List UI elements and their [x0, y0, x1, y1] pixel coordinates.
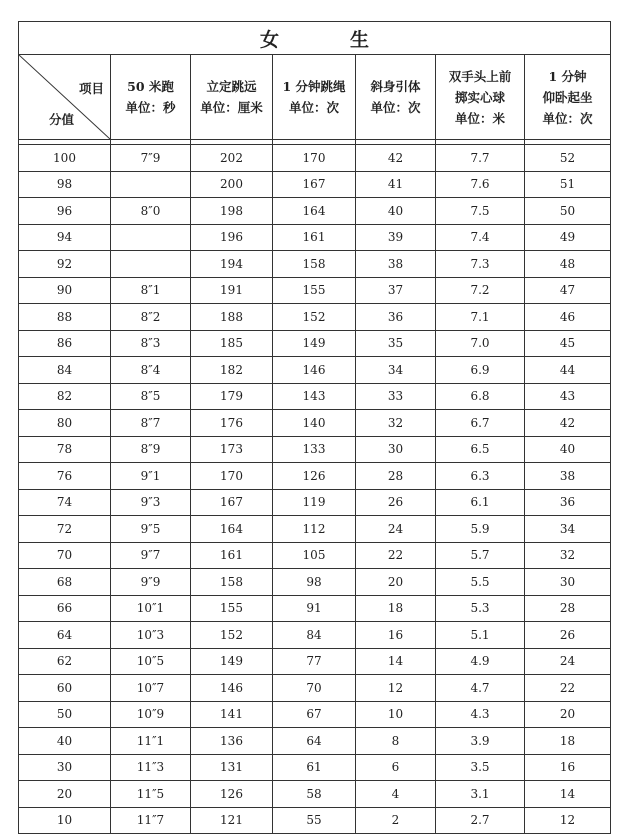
sit-ups-cell: 16 [525, 754, 611, 781]
run-50m-cell: 11″1 [111, 728, 191, 755]
score-cell: 60 [19, 675, 111, 702]
rope-skipping-cell: 55 [273, 807, 356, 834]
header-medicine-ball-throw [436, 55, 525, 140]
corner-label-item: 项目 [78, 81, 104, 96]
ball-throw-cell: 7.7 [436, 145, 525, 172]
table-row [19, 569, 611, 596]
header-unit: 单位：次 [370, 100, 421, 115]
score-cell: 98 [19, 171, 111, 198]
run-50m-cell: 8″3 [111, 330, 191, 357]
pull-up-cell: 34 [356, 357, 436, 384]
header-unit: 单位：次 [542, 110, 593, 126]
pull-up-cell: 33 [356, 383, 436, 410]
run-50m-cell: 9″3 [111, 489, 191, 516]
score-cell: 92 [19, 251, 111, 278]
long-jump-cell: 200 [191, 171, 273, 198]
ball-throw-cell: 5.9 [436, 516, 525, 543]
long-jump-cell: 176 [191, 410, 273, 437]
table-row [19, 754, 611, 781]
ball-throw-cell: 6.8 [436, 383, 525, 410]
run-50m-cell: 9″9 [111, 569, 191, 596]
run-50m-cell: 9″1 [111, 463, 191, 490]
table-row [19, 383, 611, 410]
sit-ups-cell: 24 [525, 648, 611, 675]
rope-skipping-cell: 164 [273, 198, 356, 225]
long-jump-cell: 155 [191, 595, 273, 622]
long-jump-cell: 194 [191, 251, 273, 278]
table-row [19, 145, 611, 172]
score-cell: 66 [19, 595, 111, 622]
score-cell: 78 [19, 436, 111, 463]
run-50m-cell: 10″3 [111, 622, 191, 649]
long-jump-cell: 170 [191, 463, 273, 490]
ball-throw-cell: 6.1 [436, 489, 525, 516]
pull-up-cell: 6 [356, 754, 436, 781]
ball-throw-cell: 7.5 [436, 198, 525, 225]
pull-up-cell: 32 [356, 410, 436, 437]
long-jump-cell: 149 [191, 648, 273, 675]
pull-up-cell: 24 [356, 516, 436, 543]
long-jump-cell: 202 [191, 145, 273, 172]
pull-up-cell: 14 [356, 648, 436, 675]
table-row [19, 463, 611, 490]
sit-ups-cell: 51 [525, 171, 611, 198]
pull-up-cell: 12 [356, 675, 436, 702]
long-jump-cell: 191 [191, 277, 273, 304]
pull-up-cell: 2 [356, 807, 436, 834]
ball-throw-cell: 5.7 [436, 542, 525, 569]
corner-label-score: 分值 [49, 112, 75, 127]
sit-ups-cell: 40 [525, 436, 611, 463]
pull-up-cell: 37 [356, 277, 436, 304]
long-jump-cell: 167 [191, 489, 273, 516]
run-50m-cell: 8″0 [111, 198, 191, 225]
ball-throw-cell: 2.7 [436, 807, 525, 834]
rope-skipping-cell: 170 [273, 145, 356, 172]
pull-up-cell: 18 [356, 595, 436, 622]
header-inclined-pull-up [356, 55, 436, 140]
table-row [19, 542, 611, 569]
sit-ups-cell: 34 [525, 516, 611, 543]
long-jump-cell: 188 [191, 304, 273, 331]
run-50m-cell: 8″1 [111, 277, 191, 304]
ball-throw-cell: 5.3 [436, 595, 525, 622]
run-50m-cell: 11″7 [111, 807, 191, 834]
rope-skipping-cell: 58 [273, 781, 356, 808]
ball-throw-cell: 7.2 [436, 277, 525, 304]
table-row [19, 171, 611, 198]
sit-ups-cell: 22 [525, 675, 611, 702]
header-rope-skipping [273, 55, 356, 140]
sit-ups-cell: 52 [525, 145, 611, 172]
pull-up-cell: 39 [356, 224, 436, 251]
rope-skipping-cell: 133 [273, 436, 356, 463]
pull-up-cell: 22 [356, 542, 436, 569]
pull-up-cell: 41 [356, 171, 436, 198]
long-jump-cell: 146 [191, 675, 273, 702]
long-jump-cell: 164 [191, 516, 273, 543]
ball-throw-cell: 3.1 [436, 781, 525, 808]
ball-throw-cell: 7.3 [436, 251, 525, 278]
table-row [19, 648, 611, 675]
scoring-table [18, 21, 611, 834]
score-cell: 74 [19, 489, 111, 516]
table-row [19, 410, 611, 437]
rope-skipping-cell: 70 [273, 675, 356, 702]
sit-ups-cell: 20 [525, 701, 611, 728]
score-cell: 64 [19, 622, 111, 649]
sit-ups-cell: 30 [525, 569, 611, 596]
run-50m-cell: 10″5 [111, 648, 191, 675]
run-50m-cell: 8″4 [111, 357, 191, 384]
run-50m-cell: 8″9 [111, 436, 191, 463]
rope-skipping-cell: 140 [273, 410, 356, 437]
title-row [19, 22, 611, 55]
score-cell: 90 [19, 277, 111, 304]
long-jump-cell: 161 [191, 542, 273, 569]
sit-ups-cell: 47 [525, 277, 611, 304]
table-row [19, 330, 611, 357]
pull-up-cell: 4 [356, 781, 436, 808]
score-cell: 62 [19, 648, 111, 675]
rope-skipping-cell: 84 [273, 622, 356, 649]
pull-up-cell: 30 [356, 436, 436, 463]
header-label: 50 米跑 [127, 79, 174, 94]
table-row [19, 224, 611, 251]
sit-ups-cell: 36 [525, 489, 611, 516]
sit-ups-cell: 18 [525, 728, 611, 755]
sit-ups-cell: 42 [525, 410, 611, 437]
score-cell: 94 [19, 224, 111, 251]
score-cell: 100 [19, 145, 111, 172]
rope-skipping-cell: 149 [273, 330, 356, 357]
sit-ups-cell: 46 [525, 304, 611, 331]
run-50m-cell: 9″7 [111, 542, 191, 569]
long-jump-cell: 131 [191, 754, 273, 781]
table-row [19, 728, 611, 755]
rope-skipping-cell: 98 [273, 569, 356, 596]
header-row [19, 55, 611, 140]
run-50m-cell: 8″5 [111, 383, 191, 410]
table-row [19, 807, 611, 834]
score-cell: 40 [19, 728, 111, 755]
table-row [19, 622, 611, 649]
run-50m-cell: 10″9 [111, 701, 191, 728]
pull-up-cell: 38 [356, 251, 436, 278]
header-unit: 单位：次 [288, 100, 339, 115]
rope-skipping-cell: 167 [273, 171, 356, 198]
ball-throw-cell: 5.1 [436, 622, 525, 649]
pull-up-cell: 40 [356, 198, 436, 225]
rope-skipping-cell: 105 [273, 542, 356, 569]
run-50m-cell [111, 224, 191, 251]
header-50m-run [111, 55, 191, 140]
sit-ups-cell: 38 [525, 463, 611, 490]
pull-up-cell: 10 [356, 701, 436, 728]
long-jump-cell: 158 [191, 569, 273, 596]
rope-skipping-cell: 143 [273, 383, 356, 410]
header-standing-long-jump [191, 55, 273, 140]
ball-throw-cell: 3.5 [436, 754, 525, 781]
table-row [19, 701, 611, 728]
score-cell: 50 [19, 701, 111, 728]
ball-throw-cell: 7.6 [436, 171, 525, 198]
header-unit: 单位：厘米 [200, 100, 263, 115]
rope-skipping-cell: 64 [273, 728, 356, 755]
table-row [19, 198, 611, 225]
long-jump-cell: 196 [191, 224, 273, 251]
score-sheet [18, 21, 610, 834]
header-label: 仰卧起坐 [542, 89, 593, 105]
run-50m-cell: 9″5 [111, 516, 191, 543]
long-jump-cell: 152 [191, 622, 273, 649]
sit-ups-cell: 49 [525, 224, 611, 251]
score-cell: 86 [19, 330, 111, 357]
header-label: 斜身引体 [370, 79, 421, 94]
pull-up-cell: 36 [356, 304, 436, 331]
rope-skipping-cell: 161 [273, 224, 356, 251]
rope-skipping-cell: 91 [273, 595, 356, 622]
long-jump-cell: 136 [191, 728, 273, 755]
pull-up-cell: 35 [356, 330, 436, 357]
score-cell: 76 [19, 463, 111, 490]
score-cell: 68 [19, 569, 111, 596]
ball-throw-cell: 6.3 [436, 463, 525, 490]
sit-ups-cell: 43 [525, 383, 611, 410]
sit-ups-cell: 48 [525, 251, 611, 278]
run-50m-cell: 11″5 [111, 781, 191, 808]
ball-throw-cell: 7.0 [436, 330, 525, 357]
rope-skipping-cell: 112 [273, 516, 356, 543]
long-jump-cell: 121 [191, 807, 273, 834]
score-cell: 84 [19, 357, 111, 384]
rope-skipping-cell: 158 [273, 251, 356, 278]
sit-ups-cell: 26 [525, 622, 611, 649]
table-row [19, 489, 611, 516]
sit-ups-cell: 32 [525, 542, 611, 569]
table-row [19, 516, 611, 543]
rope-skipping-cell: 119 [273, 489, 356, 516]
ball-throw-cell: 4.7 [436, 675, 525, 702]
table-row [19, 595, 611, 622]
table-row [19, 357, 611, 384]
pull-up-cell: 8 [356, 728, 436, 755]
table-row [19, 251, 611, 278]
long-jump-cell: 126 [191, 781, 273, 808]
table-row [19, 436, 611, 463]
score-cell: 80 [19, 410, 111, 437]
score-cell: 70 [19, 542, 111, 569]
table-row [19, 304, 611, 331]
header-unit: 单位：秒 [125, 100, 176, 115]
rope-skipping-cell: 152 [273, 304, 356, 331]
run-50m-cell [111, 251, 191, 278]
run-50m-cell: 10″7 [111, 675, 191, 702]
score-cell: 88 [19, 304, 111, 331]
ball-throw-cell: 4.9 [436, 648, 525, 675]
ball-throw-cell: 7.1 [436, 304, 525, 331]
run-50m-cell: 8″7 [111, 410, 191, 437]
score-cell: 72 [19, 516, 111, 543]
header-label: 掷实心球 [454, 89, 505, 105]
sit-ups-cell: 44 [525, 357, 611, 384]
header-sit-ups [525, 55, 611, 140]
header-label: 1 分钟跳绳 [282, 79, 346, 94]
rope-skipping-cell: 61 [273, 754, 356, 781]
score-cell: 30 [19, 754, 111, 781]
rope-skipping-cell: 146 [273, 357, 356, 384]
sit-ups-cell: 50 [525, 198, 611, 225]
sit-ups-cell: 12 [525, 807, 611, 834]
run-50m-cell [111, 171, 191, 198]
rope-skipping-cell: 77 [273, 648, 356, 675]
rope-skipping-cell: 126 [273, 463, 356, 490]
table-title: 女 生 [19, 22, 611, 55]
run-50m-cell: 7″9 [111, 145, 191, 172]
header-label: 立定跳远 [206, 79, 257, 94]
header-label: 双手头上前 [448, 68, 512, 84]
pull-up-cell: 42 [356, 145, 436, 172]
long-jump-cell: 198 [191, 198, 273, 225]
header-label: 1 分钟 [548, 68, 587, 84]
table-row [19, 675, 611, 702]
ball-throw-cell: 4.3 [436, 701, 525, 728]
run-50m-cell: 10″1 [111, 595, 191, 622]
run-50m-cell: 8″2 [111, 304, 191, 331]
sit-ups-cell: 14 [525, 781, 611, 808]
score-cell: 10 [19, 807, 111, 834]
long-jump-cell: 185 [191, 330, 273, 357]
run-50m-cell: 11″3 [111, 754, 191, 781]
ball-throw-cell: 5.5 [436, 569, 525, 596]
ball-throw-cell: 3.9 [436, 728, 525, 755]
ball-throw-cell: 6.9 [436, 357, 525, 384]
pull-up-cell: 28 [356, 463, 436, 490]
long-jump-cell: 173 [191, 436, 273, 463]
sit-ups-cell: 45 [525, 330, 611, 357]
table-row [19, 781, 611, 808]
sit-ups-cell: 28 [525, 595, 611, 622]
ball-throw-cell: 6.5 [436, 436, 525, 463]
corner-header-cell [19, 55, 111, 140]
score-cell: 82 [19, 383, 111, 410]
table-row [19, 277, 611, 304]
ball-throw-cell: 7.4 [436, 224, 525, 251]
long-jump-cell: 179 [191, 383, 273, 410]
long-jump-cell: 141 [191, 701, 273, 728]
rope-skipping-cell: 155 [273, 277, 356, 304]
header-unit: 单位：米 [454, 110, 505, 126]
pull-up-cell: 20 [356, 569, 436, 596]
ball-throw-cell: 6.7 [436, 410, 525, 437]
score-cell: 96 [19, 198, 111, 225]
score-cell: 20 [19, 781, 111, 808]
pull-up-cell: 26 [356, 489, 436, 516]
pull-up-cell: 16 [356, 622, 436, 649]
long-jump-cell: 182 [191, 357, 273, 384]
rope-skipping-cell: 67 [273, 701, 356, 728]
